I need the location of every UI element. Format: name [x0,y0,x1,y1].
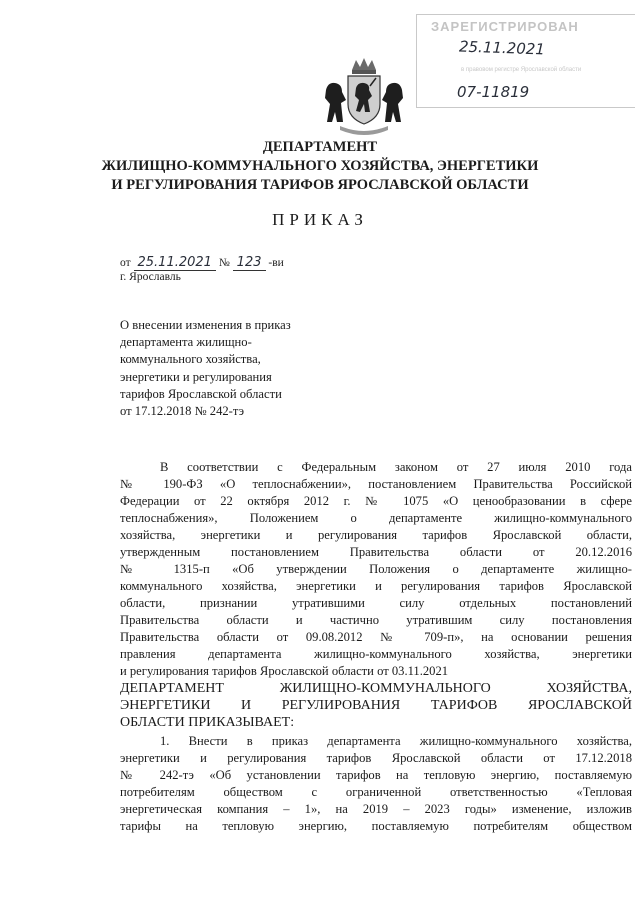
subject-block [120,317,350,420]
document-title: ПРИКАЗ [272,210,368,229]
stamp-number: 07-11819 [457,83,530,101]
body-line: правления департамента жилищно-коммунального хозяйства, энергетики [120,647,632,661]
stamp-header: ЗАРЕГИСТРИРОВАН [431,19,579,34]
body-line: тарифы на тепловую энергию, поставляемую потребителям обществом [120,819,632,833]
body-line: В соответствии с Федеральным законом от 27 июля 2010 года [160,460,632,474]
order-suffix: -ви [268,257,284,269]
body-line-caps: ДЕПАРТАМЕНТ ЖИЛИЩНО-КОММУНАЛЬНОГО ХОЗЯЙСТВА, [120,681,632,696]
body-line: области, признании утратившими силу отдельных постановлений [120,596,632,610]
department-line-2: ЖИЛИЩНО-КОММУНАЛЬНОГО ХОЗЯЙСТВА, ЭНЕРГЕТИКИ [101,158,539,174]
order-number: 123 [233,255,266,271]
order-meta [120,255,284,270]
body-line: № 1315-п «Об утверждении Положения о департаменте жилищно- [120,562,632,576]
stamp-fine-print: в правовом регистре Ярославской области [461,67,582,73]
order-from-label: от [120,257,131,269]
body-line: Федерации от 22 октября 2012 г. № 1075 «О ценообразовании в сфере [120,494,632,508]
body-line: № 190-ФЗ «О теплоснабжении», постановлением Правительства Российской [120,477,632,491]
subject-line: коммунального хозяйства, [120,352,261,367]
stamp-date: 25.11.2021 [458,37,546,59]
order-date: 25.11.2021 [134,255,216,271]
registration-stamp [416,14,635,108]
order-number-label: № [218,257,230,269]
department-line-1: ДЕПАРТАМЕНТ [262,139,378,155]
subject-line: О внесении изменения в приказ [120,318,291,332]
body-line: Правительства области и частично утратившим силу постановления [120,613,632,627]
subject-line: энергетики и регулирования [120,369,272,384]
body-line: № 242-тэ «Об установлении тарифов на тепловую энергию, поставляемую [120,768,632,782]
body-line: хозяйства, энергетики и регулирования тарифов Ярославской области, [120,528,632,542]
body-line: и регулирования тарифов Ярославской области от 03.11.2021 [120,664,449,678]
yaroslavl-coat-of-arms-icon [322,56,406,138]
body-line: энергетики и регулирования тарифов Ярославской области от 17.12.2018 [120,751,632,765]
body-line: энергетическая компания – 1», на 2019 – 2023 годы» изменение, изложив [120,802,632,816]
subject-line: тарифов Ярославской области [120,386,282,401]
order-city: г. Ярославль [120,271,181,283]
body-line: Правительства области от 09.08.2012 № 709-п», на основании решения [120,630,632,644]
subject-line: департамента жилищно- [120,335,252,350]
body-line-caps: ЭНЕРГЕТИКИ И РЕГУЛИРОВАНИЯ ТАРИФОВ ЯРОСЛАВСКОЙ [120,698,632,713]
subject-line: от 17.12.2018 № 242-тэ [120,404,245,419]
department-line-3: И РЕГУЛИРОВАНИЯ ТАРИФОВ ЯРОСЛАВСКОЙ ОБЛАСТИ [111,177,529,193]
body-line: потребителям обществом с ограниченной ответственностью «Тепловая [120,785,632,799]
body-line: утвержденным постановлением Правительства области от 20.12.2016 [120,545,632,559]
body-line-caps: ОБЛАСТИ ПРИКАЗЫВАЕТ: [120,715,295,730]
body-line: 1. Внести в приказ департамента жилищно-коммунального хозяйства, [160,734,632,748]
body-line: коммунального хозяйства, энергетики и регулирования тарифов Ярославской [120,579,632,593]
body-line: теплоснабжения», Положением о департаменте жилищно-коммунального [120,511,632,525]
